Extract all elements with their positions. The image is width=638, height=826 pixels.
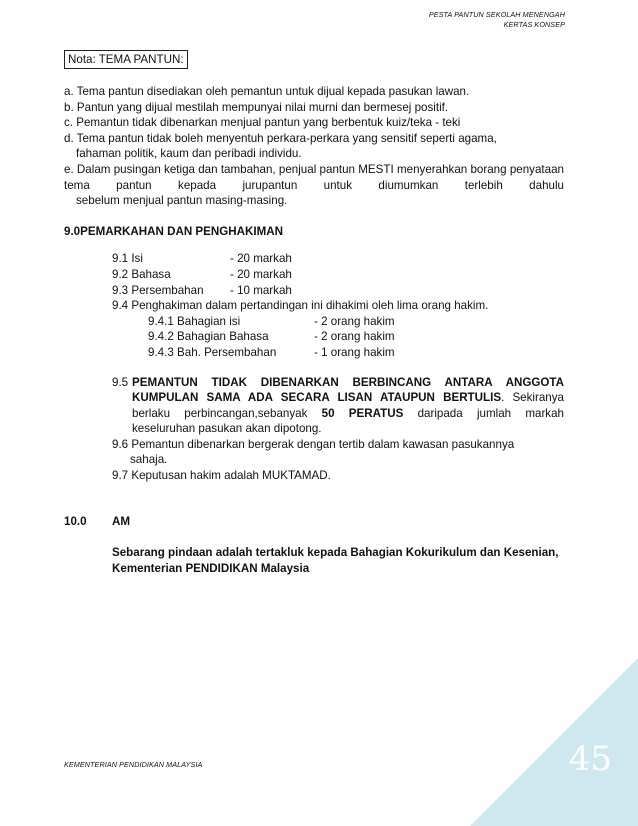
- mark-value: - 20 markah: [230, 252, 292, 266]
- section-9-marks: [64, 251, 564, 313]
- page-number: 45: [568, 739, 612, 779]
- item-9-7: 9.7 Keputusan hakim adalah MUKTAMAD.: [112, 469, 331, 483]
- nota-item-a: a. Tema pantun disediakan oleh pemantun untuk dijual kepada pasukan lawan.: [64, 85, 470, 98]
- nota-item-d: [64, 131, 564, 162]
- judges-list: [64, 314, 564, 361]
- nota-item-e-cont: sebelum menjual pantun masing-masing.: [76, 194, 288, 208]
- mark-label: 9.1 Isi: [112, 252, 143, 266]
- section-9-title: 9.0PEMARKAHAN DAN PENGHAKIMAN: [64, 224, 284, 238]
- mark-value: - 20 markah: [230, 267, 292, 281]
- item-9-5-mid: . Sekiranya berlaku perbincangan,sebanyak: [132, 391, 564, 420]
- judge-label: 9.4.2 Bahagian Bahasa: [148, 330, 269, 344]
- nota-item-d-cont: fahaman politik, kaum dan peribadi individu.: [76, 147, 302, 161]
- judge-label: 9.4.1 Bahagian isi: [148, 314, 241, 328]
- judge-row: [148, 345, 564, 361]
- item-9-5-text: [132, 375, 564, 437]
- section-10-title: AM: [112, 514, 131, 528]
- judge-label: 9.4.3 Bah. Persembahan: [148, 345, 277, 359]
- mark-value: - 10 markah: [230, 283, 292, 297]
- item-9-5-end: daripada jumlah markah keseluruhan pasukan akan dipotong.: [132, 406, 564, 436]
- item-9-4: 9.4 Penghakiman dalam pertandingan ini dihakimi oleh lima orang hakim.: [112, 299, 489, 313]
- item-9-5: [64, 375, 564, 437]
- page-header: [265, 10, 565, 30]
- nota-list: [64, 84, 564, 209]
- judge-row: [148, 314, 564, 330]
- mark-row: [112, 267, 564, 283]
- nota-item-e: [64, 162, 564, 209]
- item-9-6-cont: sahaja.: [130, 453, 168, 467]
- nota-item-b: b. Pantun yang dijual mestilah mempunyai nilai murni dan bermesej positif.: [64, 100, 449, 114]
- item-9-6-text: 9.6 Pemantun dibenarkan bergerak dengan tertib dalam kawasan pasukannya: [112, 437, 515, 451]
- judge-row: [148, 329, 564, 345]
- item-9-5-num: 9.5: [112, 375, 129, 389]
- item-9-5-bold-1: PEMANTUN TIDAK DIBENARKAN BERBINCANG ANTARA ANGGOTA KUMPULAN SAMA ADA SECARA LISAN ATAUPUN BERTULIS: [132, 375, 564, 405]
- judge-value: - 2 orang hakim: [314, 314, 395, 328]
- section-10-number: 10.0: [64, 514, 87, 528]
- section-10-body: Sebarang pindaan adalah tertakluk kepada Bahagian Kokurikulum dan Kesenian, Kementerian PENDIDIKAN Malaysia: [112, 546, 559, 575]
- judge-value: - 1 orang hakim: [314, 345, 395, 359]
- judge-value: - 2 orang hakim: [314, 330, 395, 344]
- page-footer: KEMENTERIAN PENDIDIKAN MALAYSIA: [64, 760, 203, 769]
- nota-item-c: c. Pemantun tidak dibenarkan menjual pantun yang berbentuk kuiz/teka - teki: [64, 116, 461, 130]
- document-body: [64, 50, 564, 576]
- mark-row: [112, 251, 564, 267]
- corner-decoration: [470, 658, 638, 826]
- item-9-6: [64, 437, 564, 484]
- section-10-heading: [64, 514, 564, 530]
- nota-label: Nota: TEMA PANTUN:: [64, 50, 188, 69]
- header-line-2: KERTAS KONSEP: [503, 20, 565, 29]
- mark-row: [112, 283, 564, 299]
- item-9-5-bold-2: 50 PERATUS: [321, 406, 404, 420]
- mark-label: 9.3 Persembahan: [112, 283, 204, 297]
- nota-item-e-text: [64, 162, 564, 193]
- header-line-1: PESTA PANTUN SEKOLAH MENENGAH: [428, 10, 565, 19]
- nota-item-e-span: e. Dalam pusingan ketiga dan tambahan, penjual pantun MESTI menyerahkan borang penyataan tema pantun kepada jurupantun untuk diumumkan terlebih dahulu: [64, 162, 564, 192]
- mark-label: 9.2 Bahasa: [112, 267, 171, 281]
- nota-item-d-text: d. Tema pantun tidak boleh menyentuh perkara-perkara yang sensitif seperti agama,: [64, 131, 497, 145]
